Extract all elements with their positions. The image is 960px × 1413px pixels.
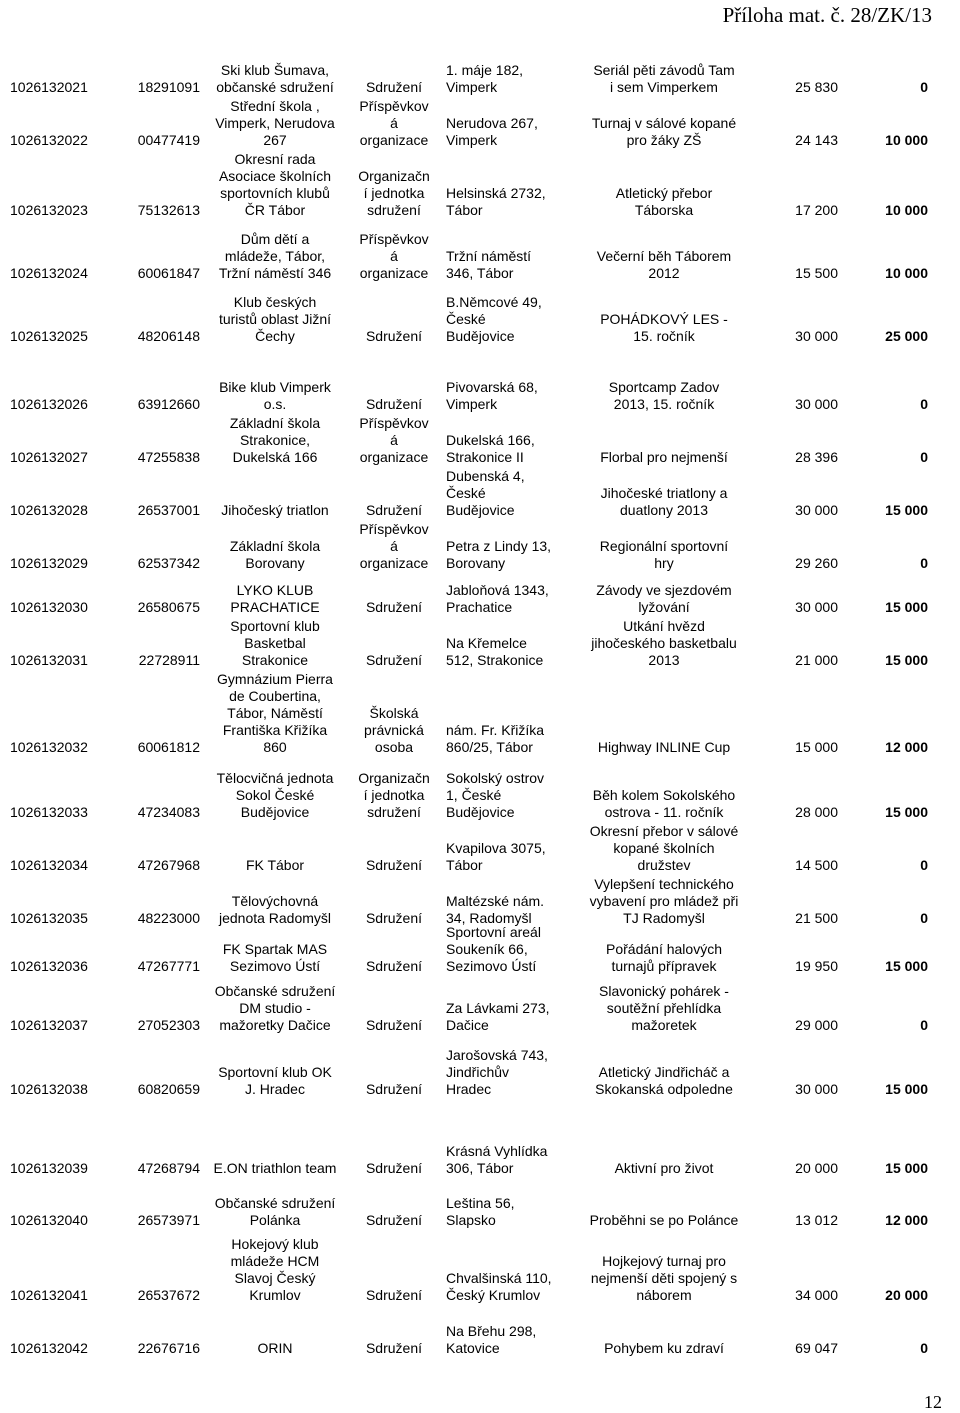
row-grant: 0: [920, 1017, 928, 1033]
row-total-cost: 14 500: [795, 857, 838, 873]
row-grant: 15 000: [885, 652, 928, 668]
row-address: Sokolský ostrov 1, České Budějovice: [446, 770, 545, 820]
row-ico: 26573971: [137, 1212, 200, 1228]
row-ico: 60061847: [137, 265, 200, 281]
row-id: 1026132033: [10, 804, 88, 820]
row-ico: 48223000: [137, 910, 200, 926]
row-legal-form: Příspěvkov á organizace: [359, 521, 429, 571]
row-total-cost: 30 000: [795, 1081, 838, 1097]
row-legal-form: Sdružení: [365, 1017, 423, 1033]
row-total-cost: 30 000: [795, 396, 838, 412]
row-ico: 47255838: [137, 449, 200, 465]
row-grant: 0: [920, 79, 928, 95]
row-grant: 10 000: [885, 265, 928, 281]
row-total-cost: 15 000: [795, 739, 838, 755]
page-number: 12: [924, 1392, 942, 1412]
row-applicant-name: Dům dětí a mládeže, Tábor, Tržní náměstí 346: [218, 231, 332, 281]
row-project: Vylepšení technického vybavení pro mládež při TJ Radomyšl: [589, 876, 739, 926]
row-address: Tržní náměstí 346, Tábor: [446, 248, 532, 281]
row-applicant-name: FK Tábor: [245, 857, 305, 873]
row-id: 1026132030: [10, 599, 88, 615]
row-grant: 0: [920, 396, 928, 412]
row-ico: 26537672: [137, 1287, 200, 1303]
row-ico: 63912660: [137, 396, 200, 412]
row-total-cost: 21 000: [795, 652, 838, 668]
row-address: Dubenská 4, České Budějovice: [446, 468, 525, 518]
row-total-cost: 25 830: [795, 79, 838, 95]
row-applicant-name: Bike klub Vimperk o.s.: [219, 379, 331, 412]
row-applicant-name: ORIN: [257, 1340, 293, 1356]
row-project: Okresní přebor v sálové kopané školních družstev: [589, 823, 739, 873]
row-address: Jabloňová 1343, Prachatice: [446, 582, 549, 615]
row-total-cost: 15 500: [795, 265, 838, 281]
row-total-cost: 13 012: [795, 1212, 838, 1228]
row-address: Chvalšinská 110, Český Krumlov: [446, 1270, 552, 1303]
row-ico: 18291091: [137, 79, 200, 95]
row-total-cost: 17 200: [795, 202, 838, 218]
row-address: Na Křemelce 512, Strakonice: [446, 635, 544, 668]
row-address: Maltézské nám. 34, Radomyšl: [446, 893, 545, 926]
row-total-cost: 24 143: [795, 132, 838, 148]
row-project: Závody ve sjezdovém lyžování: [596, 582, 732, 615]
row-id: 1026132042: [10, 1340, 88, 1356]
row-grant: 12 000: [885, 1212, 928, 1228]
row-project: Atletický Jindřicháč a Skokanská odpoledne: [595, 1064, 733, 1097]
row-total-cost: 30 000: [795, 599, 838, 615]
row-address: Za Lávkami 273, Dačice: [446, 1000, 550, 1033]
row-address: Sportovní areál Soukeník 66, Sezimovo Ústí: [446, 924, 541, 974]
row-id: 1026132037: [10, 1017, 88, 1033]
row-project: Večerní běh Táborem 2012: [596, 248, 732, 281]
row-applicant-name: Sportovní klub Basketbal Strakonice: [230, 618, 320, 668]
row-id: 1026132029: [10, 555, 88, 571]
row-total-cost: 21 500: [795, 910, 838, 926]
row-id: 1026132038: [10, 1081, 88, 1097]
row-address: Helsinská 2732, Tábor: [446, 185, 546, 218]
row-legal-form: Organizačn í jednotka sdružení: [358, 168, 430, 218]
row-total-cost: 34 000: [795, 1287, 838, 1303]
row-applicant-name: Občanské sdružení DM studio - mažoretky Dačice: [214, 983, 336, 1033]
row-address: Dukelská 166, Strakonice II: [446, 432, 535, 465]
row-address: Na Břehu 298, Katovice: [446, 1323, 537, 1356]
row-id: 1026132026: [10, 396, 88, 412]
row-legal-form: Školská právnická osoba: [364, 705, 424, 755]
row-ico: 47268794: [137, 1160, 200, 1176]
row-legal-form: Sdružení: [365, 652, 423, 668]
row-applicant-name: Sportovní klub OK J. Hradec: [218, 1064, 332, 1097]
row-applicant-name: FK Spartak MAS Sezimovo Ústí: [222, 941, 328, 974]
row-grant: 15 000: [885, 502, 928, 518]
row-legal-form: Sdružení: [365, 1081, 423, 1097]
row-applicant-name: Základní škola Borovany: [229, 538, 321, 571]
row-address: nám. Fr. Křižíka 860/25, Tábor: [446, 722, 545, 755]
row-applicant-name: LYKO KLUB PRACHATICE: [230, 582, 320, 615]
row-applicant-name: Hokejový klub mládeže HCM Slavoj Český Krumlov: [230, 1236, 320, 1303]
row-grant: 0: [920, 857, 928, 873]
row-total-cost: 28 396: [795, 449, 838, 465]
row-ico: 60820659: [137, 1081, 200, 1097]
row-project: Jihočeské triatlony a duatlony 2013: [600, 485, 728, 518]
row-applicant-name: E.ON triathlon team: [213, 1160, 337, 1176]
row-applicant-name: Tělocvičná jednota Sokol České Budějovice: [216, 770, 334, 820]
row-legal-form: Organizačn í jednotka sdružení: [358, 770, 430, 820]
row-id: 1026132023: [10, 202, 88, 218]
row-applicant-name: Jihočeský triatlon: [221, 502, 329, 518]
row-address: Nerudova 267, Vimperk: [446, 115, 538, 148]
row-grant: 0: [920, 449, 928, 465]
row-project: Sportcamp Zadov 2013, 15. ročník: [608, 379, 720, 412]
row-project: Utkání hvězd jihočeského basketbalu 2013: [591, 618, 737, 668]
row-project: Regionální sportovní hry: [599, 538, 729, 571]
row-applicant-name: Tělovýchovná jednota Radomyšl: [218, 893, 332, 926]
row-legal-form: Sdružení: [365, 857, 423, 873]
row-legal-form: Příspěvkov á organizace: [359, 231, 429, 281]
row-id: 1026132034: [10, 857, 88, 873]
row-project: Florbal pro nejmenší: [600, 449, 728, 465]
row-project: Pohybem ku zdraví: [604, 1340, 724, 1356]
row-grant: 25 000: [885, 328, 928, 344]
row-legal-form: Sdružení: [365, 328, 423, 344]
row-project: Slavonický pohárek - soutěžní přehlídka mažoretek: [599, 983, 729, 1033]
row-grant: 15 000: [885, 1160, 928, 1176]
row-project: Proběhni se po Polánce: [589, 1212, 739, 1228]
row-applicant-name: Střední škola , Vimperk, Nerudova 267: [215, 98, 335, 148]
row-legal-form: Příspěvkov á organizace: [359, 415, 429, 465]
row-id: 1026132028: [10, 502, 88, 518]
row-id: 1026132031: [10, 652, 88, 668]
row-total-cost: 30 000: [795, 328, 838, 344]
row-grant: 15 000: [885, 804, 928, 820]
row-total-cost: 69 047: [795, 1340, 838, 1356]
row-total-cost: 29 260: [795, 555, 838, 571]
row-grant: 0: [920, 555, 928, 571]
row-legal-form: Sdružení: [365, 1212, 423, 1228]
row-applicant-name: Ski klub Šumava, občanské sdružení: [216, 62, 334, 95]
row-ico: 47234083: [137, 804, 200, 820]
row-id: 1026132035: [10, 910, 88, 926]
row-address: Petra z Lindy 13, Borovany: [446, 538, 552, 571]
row-ico: 00477419: [137, 132, 200, 148]
row-legal-form: Sdružení: [365, 1160, 423, 1176]
row-grant: 20 000: [885, 1287, 928, 1303]
row-address: 1. máje 182, Vimperk: [446, 62, 524, 95]
row-address: Pivovarská 68, Vimperk: [446, 379, 538, 412]
row-applicant-name: Okresní rada Asociace školních sportovních klubů ČR Tábor: [218, 151, 332, 218]
row-ico: 26580675: [137, 599, 200, 615]
row-grant: 10 000: [885, 202, 928, 218]
row-id: 1026132027: [10, 449, 88, 465]
row-project: Pořádání halových turnajů přípravek: [606, 941, 722, 974]
row-id: 1026132036: [10, 958, 88, 974]
row-legal-form: Sdružení: [365, 910, 423, 926]
row-ico: 47267968: [137, 857, 200, 873]
document-header: Příloha mat. č. 28/ZK/13: [722, 3, 932, 27]
row-grant: 0: [920, 1340, 928, 1356]
row-ico: 48206148: [137, 328, 200, 344]
row-total-cost: 30 000: [795, 502, 838, 518]
row-project: Atletický přebor Táborska: [615, 185, 713, 218]
row-ico: 22728911: [138, 652, 200, 668]
row-project: Highway INLINE Cup: [597, 739, 731, 755]
row-total-cost: 20 000: [795, 1160, 838, 1176]
row-legal-form: Sdružení: [365, 79, 423, 95]
row-legal-form: Sdružení: [365, 396, 423, 412]
row-ico: 26537001: [137, 502, 200, 518]
row-id: 1026132021: [10, 79, 88, 95]
row-project: Hojkejový turnaj pro nejmenší děti spojený s náborem: [590, 1253, 738, 1303]
row-grant: 15 000: [885, 958, 928, 974]
row-id: 1026132040: [10, 1212, 88, 1228]
row-ico: 47267771: [137, 958, 200, 974]
row-total-cost: 19 950: [795, 958, 838, 974]
row-address: B.Němcové 49, České Budějovice: [446, 294, 542, 344]
row-id: 1026132041: [10, 1287, 88, 1303]
row-ico: 75132613: [137, 202, 200, 218]
row-legal-form: Příspěvkov á organizace: [359, 98, 429, 148]
row-applicant-name: Klub českých turistů oblast Jižní Čechy: [218, 294, 332, 344]
row-legal-form: Sdružení: [365, 1287, 423, 1303]
row-ico: 22676716: [137, 1340, 200, 1356]
row-ico: 60061812: [137, 739, 200, 755]
row-grant: 10 000: [885, 132, 928, 148]
row-applicant-name: Základní škola Strakonice, Dukelská 166: [229, 415, 321, 465]
row-address: Leština 56, Slapsko: [446, 1195, 515, 1228]
row-ico: 27052303: [137, 1017, 200, 1033]
row-applicant-name: Občanské sdružení Polánka: [214, 1195, 336, 1228]
row-total-cost: 29 000: [795, 1017, 838, 1033]
row-address: Kvapilova 3075, Tábor: [446, 840, 546, 873]
row-total-cost: 28 000: [795, 804, 838, 820]
row-id: 1026132024: [10, 265, 88, 281]
row-address: Krásná Vyhlídka 306, Tábor: [446, 1143, 548, 1176]
row-grant: 15 000: [885, 1081, 928, 1097]
row-grant: 12 000: [885, 739, 928, 755]
row-project: POHÁDKOVÝ LES - 15. ročník: [600, 311, 728, 344]
row-id: 1026132032: [10, 739, 88, 755]
row-grant: 0: [920, 910, 928, 926]
row-id: 1026132022: [10, 132, 88, 148]
row-project: Turnaj v sálové kopané pro žáky ZŠ: [591, 115, 737, 148]
row-address: Jarošovská 743, Jindřichův Hradec: [446, 1047, 548, 1097]
row-ico: 62537342: [137, 555, 200, 571]
row-grant: 15 000: [885, 599, 928, 615]
row-project: Běh kolem Sokolského ostrova - 11. ročník: [592, 787, 736, 820]
row-applicant-name: Gymnázium Pierra de Coubertina, Tábor, Náměstí Františka Křižíka 860: [217, 671, 333, 755]
row-legal-form: Sdružení: [365, 1340, 423, 1356]
row-legal-form: Sdružení: [365, 502, 423, 518]
row-project: Seriál pěti závodů Tam i sem Vimperkem: [593, 62, 735, 95]
row-project: Aktivní pro život: [614, 1160, 714, 1176]
row-legal-form: Sdružení: [365, 599, 423, 615]
row-id: 1026132025: [10, 328, 88, 344]
row-id: 1026132039: [10, 1160, 88, 1176]
row-legal-form: Sdružení: [365, 958, 423, 974]
